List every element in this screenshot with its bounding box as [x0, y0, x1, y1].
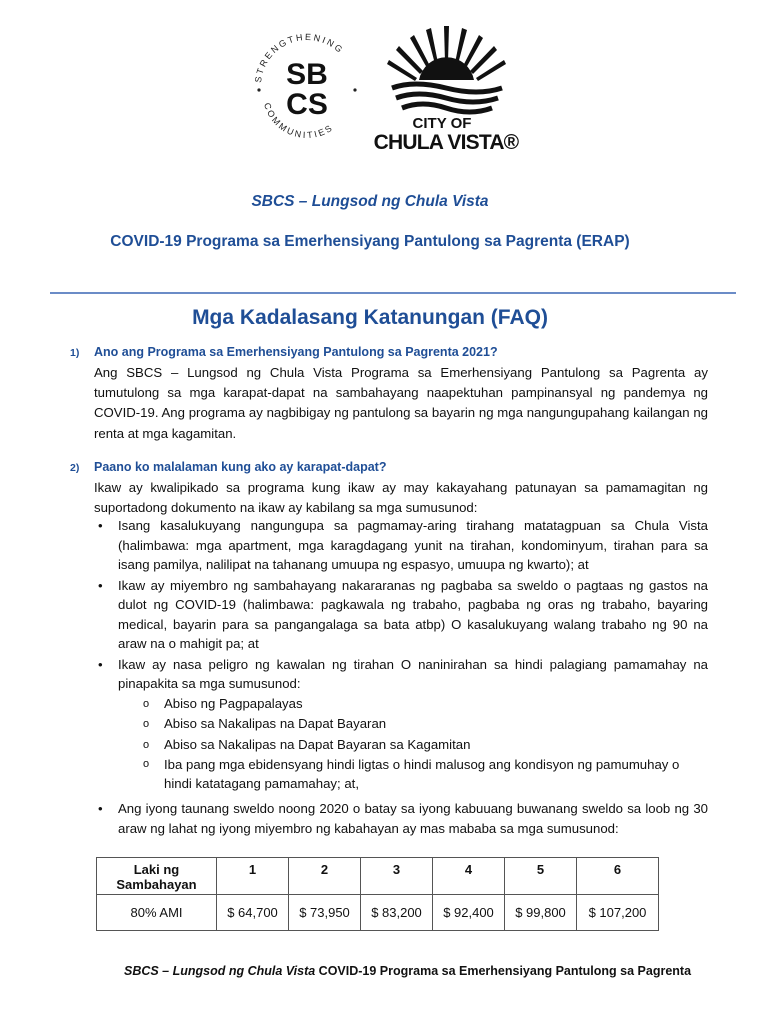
table-header-cell: 3 [361, 858, 433, 895]
circle-bullet-icon: o [143, 758, 150, 770]
table-header-cell: 2 [289, 858, 361, 895]
income-limits-table [96, 857, 659, 931]
sbcs-dot [257, 88, 260, 91]
bullet-icon: • [98, 656, 103, 672]
list-item: • Ikaw ay nasa peligro ng kawalan ng tirahan O naninirahan sa hindi palagiang pamamahay na pinapakita sa mga sumusunod: o Abiso ng Pagpapalayas o Abiso sa Nakalipas na Dapat Bayaran o Abiso sa Nakalipas na Dapat Bayaran sa Kagamitan o Iba pang mga ebidensyang hindi ligtas o hindi malusog ang kondisyon ng pamumuhay o hindi katatagang pamamahay; at, [98, 656, 708, 791]
sub-list-item: o Abiso sa Nakalipas na Dapat Bayaran [118, 714, 708, 735]
waves-icon [392, 84, 502, 112]
sbcs-arc-bottom-text: COMMUNITIES [262, 101, 336, 141]
page-footer [0, 964, 770, 978]
table-row-label: 80% AMI [97, 895, 217, 931]
table-header-row [97, 858, 659, 895]
table-header-cell: 6 [577, 858, 659, 895]
question-number: 1) [70, 347, 80, 359]
footer-program: COVID-19 Programa sa Emerhensiyang Pantulong sa Pagrenta [315, 964, 692, 978]
logo-header [0, 10, 770, 154]
sbcs-logo-line2: CS [286, 88, 328, 121]
footer-org: SBCS – Lungsod ng Chula Vista [123, 964, 316, 978]
table-cell: $ 99,800 [505, 895, 577, 931]
chula-vista-logo [374, 18, 519, 154]
table-row [97, 895, 659, 931]
org-line: SBCS – Lungsod ng Chula Vista [251, 193, 489, 210]
table-cell: $ 64,700 [217, 895, 289, 931]
sbcs-arc-top-text: STRENGTHENING [253, 31, 346, 84]
table-cell: $ 92,400 [433, 895, 505, 931]
bullet-icon: • [98, 518, 103, 533]
table-cell: $ 107,200 [577, 895, 659, 931]
table-header-cell: 5 [505, 858, 577, 895]
table-header-cell: 1 [217, 858, 289, 895]
program-line: COVID-19 Programa sa Emerhensiyang Pantulong sa Pagrenta (ERAP) [110, 233, 630, 250]
circle-bullet-icon: o [143, 738, 150, 751]
circle-bullet-icon: o [143, 697, 150, 710]
sub-list-item: o Iba pang mga ebidensyang hindi ligtas o hindi malusog ang kondisyon ng pamumuhay o hindi katatagang pamamahay; at, [143, 757, 680, 791]
table-header-label: Laki ng Sambahayan [97, 858, 217, 895]
table-cell: $ 73,950 [289, 895, 361, 931]
question-2 [70, 460, 386, 474]
sub-list-item: o Abiso ng Pagpapalayas [118, 694, 708, 715]
table-header-cell: 4 [433, 858, 505, 895]
sbcs-logo-line1: SB [286, 58, 328, 91]
sbcs-dot [353, 88, 356, 91]
circle-bullet-icon: o [143, 718, 150, 730]
list-item: • Ang iyong taunang sweldo noong 2020 o batay sa iyong kabuuang buwanang sweldo sa loob ng 30 araw ng lahat ng iyong miyembro ng kabahayan ay mas mababa sa mga sumusunod: [98, 801, 708, 836]
list-item: • Ikaw ay miyembro ng sambahayang nakararanas ng pagbaba sa sweldo o pagtaas ng gastos na dulot ng COVID-19 (halimbawa: pagkawala ng trabaho, pagbaba ng oras ng trabaho, bayaring medical, bayarin para sa pangangalaga sa bata atbp) O kasalukuyang walang trabaho ng 90 na araw na o mahigit pa; at [98, 577, 708, 651]
question-text: Paano ko malalaman kung ako ay karapat-dapat? [94, 460, 387, 474]
sub-list [118, 694, 708, 794]
table-cell: $ 83,200 [361, 895, 433, 931]
chula-vista-text: CHULA VISTA® [374, 131, 519, 154]
question-1 [70, 345, 498, 359]
page-title: Mga Kadalasang Katanungan (FAQ) [192, 306, 548, 329]
city-of-text: CITY OF [412, 115, 472, 132]
sbcs-logo [243, 18, 371, 146]
eligibility-list [94, 516, 708, 838]
answer-1: Ang SBCS – Lungsod ng Chula Vista Programa sa Emerhensiyang Pantulong sa Pagrenta ay tumutulong sa mga karapat-dapat na sambahayang naapektuhan pampinansyal ng pandemya ng COVID-19. Ang programa ay nagbibigay ng pantulong sa bayarin ng mga nangungupahang kailangan ng renta at mga kagamitan. [94, 365, 708, 441]
bullet-icon: • [98, 801, 103, 816]
header-divider [50, 292, 736, 294]
question-text: Ano ang Programa sa Emerhensiyang Pantulong sa Pagrenta 2021? [94, 345, 498, 359]
sub-list-item: o Abiso sa Nakalipas na Dapat Bayaran sa Kagamitan [118, 735, 708, 756]
bullet-icon: • [98, 577, 103, 593]
question-number: 2) [70, 462, 80, 474]
answer-2: Ikaw ay kwalipikado sa programa kung ikaw ay may kakayahang patunayan sa pamamagitan ng suportadong dokumento na ikaw ay kabilang sa mga sumusunod: [94, 480, 708, 516]
list-item: • Isang kasalukuyang nangungupa sa pagmamay-aring tirahang matatagpuan sa Chula Vista (halimbawa: mga apartment, mga karagdagang yunit na tirahan, kondominyum, tirahan para sa isang pamilya, nalilipat na tahanang umuupa ng espasyo, umuupa ng kwarto); at [98, 518, 708, 572]
